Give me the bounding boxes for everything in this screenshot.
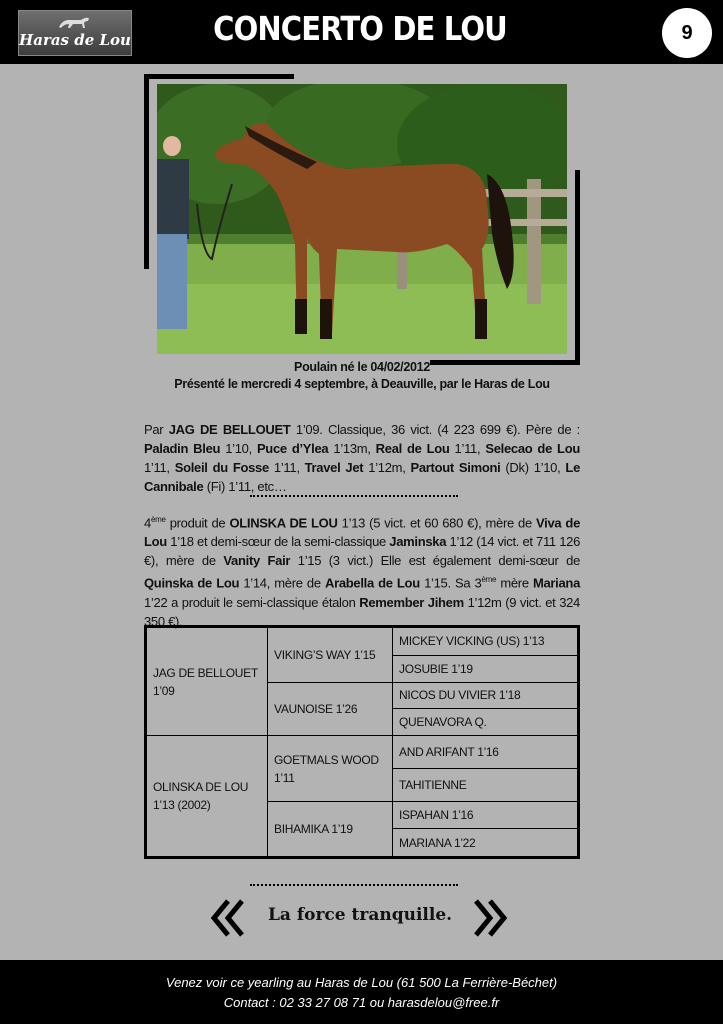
dam-dam-cell: BIHAMIKA 1’19 [268,802,393,858]
double-chevron-right-icon [472,899,508,937]
sire-paragraph: Par JAG DE BELLOUET 1’09. Classique, 36 vict. (4 223 699 €). Père de : Paladin Bleu 1’10, Puce d’Ylea 1’13m, Real de Lou 1’11, Selecao de Lou 1’11, Soleil du Fosse 1’11, Travel Jet 1’12m, Partout Simoni (Dk) 1’10, Le Cannibale (Fi) 1’11, etc… [144,422,580,494]
g3-cell: JOSUBIE 1’19 [393,655,579,682]
double-chevron-left-icon [210,899,246,937]
dotted-divider [250,884,458,886]
g3-cell: NICOS DU VIVIER 1’18 [393,682,579,709]
g3-cell: QUENAVORA Q. [393,709,579,736]
footer-address: Venez voir ce yearling au Haras de Lou (61 500 La Ferrière-Béchet) [165,975,558,990]
dam-paragraph: 4ème produit de OLINSKA DE LOU 1’13 (5 vict. et 60 680 €), mère de Viva de Lou 1’18 et demi-sœur de la semi-classique Jaminska 1’12 (14 vict. et 711 126 €), mère de Vanity Fair 1’15 (3 vict.) Elle est également demi-sœur de Quinska de Lou 1’14, mère de Arabella de Lou 1’15. Sa 3ème mère Mariana 1’22 a produit le semi-classique étalon Remember Jihem 1’12m (9 vict. et 324 350 €). [144,515,581,629]
table-row [146,627,579,656]
logo-text: Haras de Lou [19,31,131,49]
motto-banner [210,899,510,937]
page-footer [0,960,723,1024]
page-number-badge: 9 [662,8,712,58]
horse-photo [157,84,567,354]
caption-presentation: Présenté le mercredi 4 septembre, à Deauville, par le Haras de Lou [174,377,550,391]
dotted-divider [250,495,458,497]
sire-sire-cell: VIKING’S WAY 1’15 [268,627,393,683]
g3-cell: ISPAHAN 1’16 [393,802,579,829]
footer-contact: Contact : 02 33 27 08 71 ou harasdelou@free.fr [223,995,500,1010]
sire-dam-cell: VAUNOISE 1’26 [268,682,393,736]
pedigree-table [144,625,580,859]
motto-text: La force tranquille. [267,905,453,925]
caption-birth: Poulain né le 04/02/2012 [294,360,430,374]
g3-cell: TAHITIENNE [393,769,579,802]
g3-cell: AND ARIFANT 1’16 [393,736,579,769]
haras-de-lou-logo [18,10,132,56]
horse-logo-icon [55,15,95,31]
dam-sire-cell: GOETMALS WOOD 1’11 [268,736,393,802]
g3-cell: MARIANA 1’22 [393,829,579,858]
page-header [0,0,723,64]
dam-cell: OLINSKA DE LOU 1’13 (2002) [146,736,268,858]
table-row [146,736,579,769]
page-title: CONCERTO DE LOU [213,9,507,48]
g3-cell: MICKEY VICKING (US) 1’13 [393,627,579,656]
sire-cell: JAG DE BELLOUET 1’09 [146,627,268,736]
